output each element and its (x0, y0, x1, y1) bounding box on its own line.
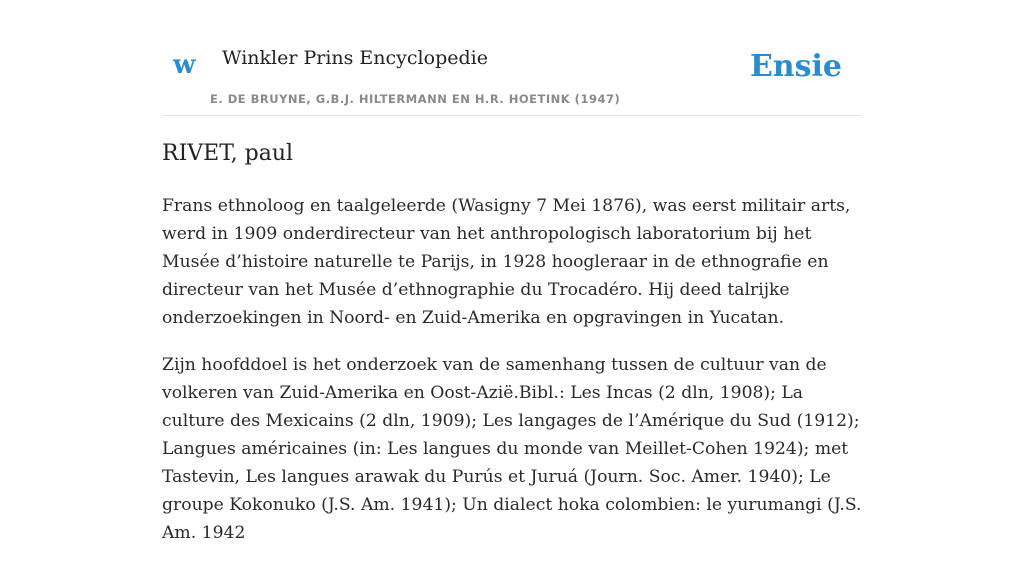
winkler-prins-logo[interactable]: w (173, 50, 196, 80)
encyclopedia-authors: E. DE BRUYNE, G.B.J. HILTERMANN EN H.R. HOETINK (1947) (210, 92, 621, 106)
ensie-brand-link[interactable]: Ensie (749, 49, 842, 84)
article-paragraph-2: Zijn hoofddoel is het onderzoek van de samenhang tussen de cultuur van de volkeren van Zuid-Amerika en Oost-Azië.Bibl.: Les Incas (2 dln, 1908); La culture des Mexicains (2 dln, 1909); Les langages de l’Amérique du Sud (1912); Langues américaines (in: Les langues du monde van Meillet-Cohen 1924); met Tastevin, Les langues arawak du Purús et Juruá (Journ. Soc. Amer. 1940); Le groupe Kokonuko (J.S. Am. 1941); Un dialect hoka colombien: le yurumangi (J.S. Am. 1942 (162, 355, 862, 543)
article-body (162, 192, 862, 566)
encyclopedia-title[interactable]: Winkler Prins Encyclopedie (222, 47, 488, 69)
article-title: RIVET, paul (162, 141, 294, 166)
article-paragraph-1: Frans ethnoloog en taalgeleerde (Wasigny 7 Mei 1876), was eerst militair arts, werd in 1909 onderdirecteur van het anthropologisch laboratorium bij het Musée d’histoire naturelle te Parijs, in 1928 hoogleraar in de ethnografie en directeur van het Musée d’ethnographie du Trocadéro. Hij deed talrijke onderzoekingen in Noord- en Zuid-Amerika en opgravingen in Yucatan. (162, 196, 851, 328)
site-header (162, 36, 862, 116)
